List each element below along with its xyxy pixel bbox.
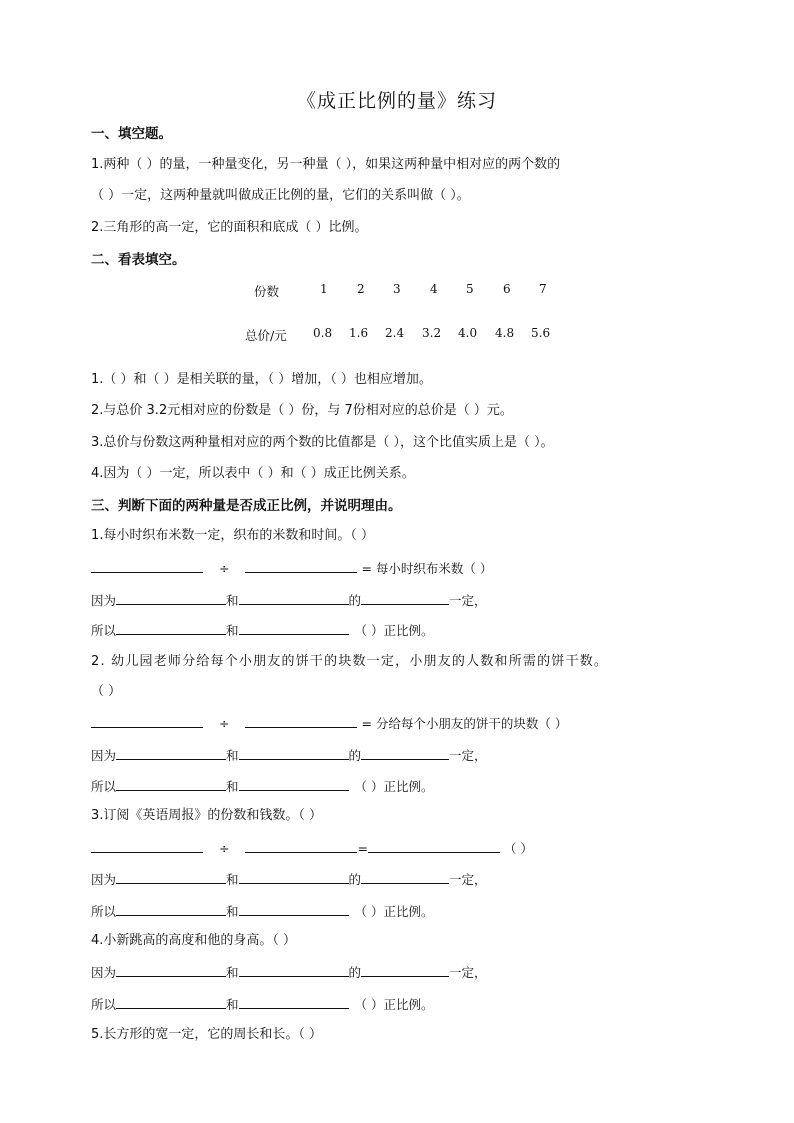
answer-blank[interactable] [116, 620, 226, 635]
table-cell: 4.0 [458, 326, 478, 340]
and-label: 和 [226, 997, 239, 1012]
answer-blank[interactable] [116, 745, 226, 760]
s3-q2-paren: （ ） [91, 684, 122, 699]
s3-q4-so [91, 994, 434, 1014]
divide-sign: ÷ [218, 841, 230, 856]
because-label: 因为 [91, 593, 117, 608]
proportion-label: （ ）正比例。 [354, 904, 434, 919]
table-cell: 3.2 [422, 326, 442, 340]
answer-blank[interactable] [239, 962, 349, 977]
answer-blank[interactable] [361, 745, 449, 760]
answer-blank[interactable] [239, 776, 349, 791]
answer-blank[interactable] [245, 558, 357, 573]
s2-q4: 4.因为（ ）一定，所以表中（ ）和（ ）成正比例关系。 [91, 466, 415, 481]
s2-q2: 2.与总价 3.2元相对应的份数是（ ）份，与 7份相对应的总价是（ ）元。 [91, 403, 513, 418]
because-label: 因为 [91, 872, 117, 887]
answer-paren: （ ） [503, 841, 533, 856]
answer-blank[interactable] [116, 869, 226, 884]
answer-blank[interactable] [245, 838, 357, 853]
of-label: 的 [348, 593, 362, 608]
equation-rhs: = 分给每个小朋友的饼干的块数（ ） [361, 716, 568, 731]
page-title: 《成正比例的量》练习 [296, 90, 497, 112]
table-cell: 1.6 [349, 326, 369, 340]
answer-blank[interactable] [361, 962, 449, 977]
answer-blank[interactable] [239, 745, 349, 760]
table-cell: 5 [466, 282, 474, 296]
answer-blank[interactable] [116, 962, 226, 977]
and-label: 和 [226, 904, 239, 919]
s3-q2-formula [91, 713, 567, 733]
and-label: 和 [226, 872, 239, 887]
table-cell: 2.4 [385, 326, 405, 340]
answer-blank[interactable] [91, 558, 203, 573]
of-label: 的 [348, 965, 362, 980]
of-label: 的 [348, 748, 362, 763]
divide-sign: ÷ [218, 561, 230, 576]
table-cell: 1 [320, 282, 328, 296]
s3-q2: 2. 幼儿园老师分给每个小朋友的饼干的块数一定，小朋友的人数和所需的饼干数。 [91, 654, 609, 669]
and-label: 和 [226, 965, 239, 980]
equals-sign: = [357, 841, 368, 856]
because-label: 因为 [91, 965, 117, 980]
s3-q3-formula [91, 838, 533, 858]
fixed-label: 一定， [449, 593, 487, 608]
section3-heading: 三、判断下面的两种量是否成正比例，并说明理由。 [91, 498, 402, 514]
equation-rhs: = 每小时织布米数（ ） [361, 561, 493, 576]
s2-q1: 1.（ ）和（ ）是相关联的量，（ ）增加，（ ）也相应增加。 [91, 372, 432, 387]
so-label: 所以 [91, 779, 117, 794]
because-label: 因为 [91, 748, 117, 763]
table-cell: 4.8 [495, 326, 515, 340]
answer-blank[interactable] [361, 590, 449, 605]
s3-q1-formula [91, 558, 492, 578]
and-label: 和 [226, 623, 239, 638]
fixed-label: 一定， [449, 748, 487, 763]
s1-q2: 2.三角形的高一定，它的面积和底成（ ）比例。 [91, 220, 368, 235]
proportion-label: （ ）正比例。 [354, 997, 434, 1012]
so-label: 所以 [91, 997, 117, 1012]
s3-q4-because [91, 962, 487, 982]
answer-blank[interactable] [368, 838, 500, 853]
s3-q4: 4.小新跳高的高度和他的身高。（ ） [91, 933, 297, 948]
answer-blank[interactable] [116, 590, 226, 605]
answer-blank[interactable] [116, 994, 226, 1009]
s1-q1-line2: （ ）一定，这两种量就叫做成正比例的量，它们的关系叫做（ ）。 [91, 188, 470, 203]
table-cell: 5.6 [531, 326, 551, 340]
s3-q1-so [91, 620, 434, 640]
s3-q5: 5.长方形的宽一定，它的周长和长。（ ） [91, 1027, 323, 1042]
fixed-label: 一定， [449, 872, 487, 887]
answer-blank[interactable] [239, 994, 349, 1009]
s3-q2-because [91, 745, 487, 765]
so-label: 所以 [91, 623, 117, 638]
table-cell: 2 [357, 282, 365, 296]
answer-blank[interactable] [116, 776, 226, 791]
answer-blank[interactable] [245, 713, 357, 728]
answer-blank[interactable] [239, 590, 349, 605]
fixed-label: 一定， [449, 965, 487, 980]
answer-blank[interactable] [91, 713, 203, 728]
answer-blank[interactable] [239, 869, 349, 884]
answer-blank[interactable] [239, 901, 349, 916]
proportion-label: （ ）正比例。 [354, 623, 434, 638]
s3-q3-so [91, 901, 434, 921]
and-label: 和 [226, 779, 239, 794]
s1-q1-line1: 1.两种（ ）的量，一种量变化，另一种量（ ），如果这两种量中相对应的两个数的 [91, 157, 561, 172]
answer-blank[interactable] [91, 838, 203, 853]
divide-sign: ÷ [218, 716, 230, 731]
s3-q3-because [91, 869, 487, 889]
table-cell: 7 [539, 282, 547, 296]
s3-q1: 1.每小时织布米数一定，织布的米数和时间。（ ） [91, 528, 375, 543]
s3-q1-because [91, 590, 487, 610]
so-label: 所以 [91, 904, 117, 919]
answer-blank[interactable] [361, 869, 449, 884]
table-cell: 6 [503, 282, 511, 296]
section1-heading: 一、填空题。 [91, 126, 172, 142]
section2-heading: 二、看表填空。 [91, 252, 186, 268]
answer-blank[interactable] [239, 620, 349, 635]
s2-q3: 3.总价与份数这两种量相对应的两个数的比值都是（ ），这个比值实质上是（ ）。 [91, 435, 554, 450]
table-row1-label: 份数 [254, 284, 280, 299]
of-label: 的 [348, 872, 362, 887]
table-cell: 4 [430, 282, 438, 296]
s3-q2-so [91, 776, 434, 796]
answer-blank[interactable] [116, 901, 226, 916]
table-cell: 3 [393, 282, 401, 296]
table-cell: 0.8 [313, 326, 333, 340]
proportion-label: （ ）正比例。 [354, 779, 434, 794]
table-row2-label: 总价/元 [245, 328, 287, 343]
and-label: 和 [226, 748, 239, 763]
and-label: 和 [226, 593, 239, 608]
s3-q3: 3.订阅《英语周报》的份数和钱数。（ ） [91, 808, 323, 823]
